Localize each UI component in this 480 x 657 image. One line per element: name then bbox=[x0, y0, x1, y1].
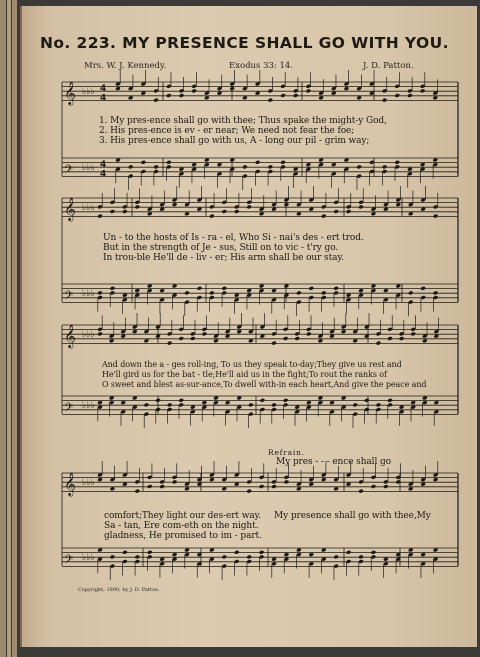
note-head bbox=[271, 341, 277, 346]
note-head bbox=[382, 98, 388, 103]
note-head bbox=[248, 402, 254, 407]
note-head bbox=[134, 489, 140, 494]
note-head bbox=[306, 331, 312, 336]
note-head bbox=[155, 398, 161, 403]
note-head bbox=[191, 88, 197, 93]
note-head bbox=[110, 209, 116, 214]
treble-clef-icon: 𝄞 bbox=[64, 80, 76, 105]
note-head bbox=[306, 88, 312, 93]
note-head bbox=[408, 290, 414, 295]
key-signature-icon: ♭♭♭ bbox=[82, 478, 95, 489]
note-head bbox=[147, 484, 153, 489]
note-head bbox=[246, 489, 252, 494]
key-signature-icon: ♭♭♭ bbox=[82, 203, 95, 214]
lyricist-credit: Mrs. W. J. Kennedy. bbox=[84, 61, 167, 71]
note-head bbox=[255, 160, 261, 165]
refrain-text: My pres - - - ence shall go bbox=[276, 457, 391, 467]
note-head bbox=[371, 550, 377, 555]
note-head bbox=[358, 204, 364, 209]
time-signature-denominator: 4 bbox=[100, 169, 107, 180]
lyrics-s4-verse3: gladness, He promised to im - part. bbox=[104, 531, 262, 541]
note-head bbox=[376, 341, 382, 346]
note-head bbox=[346, 550, 352, 555]
note-head bbox=[333, 554, 339, 559]
bass-clef-icon: 𝄢 bbox=[64, 401, 74, 418]
note-head bbox=[147, 550, 153, 555]
hymn-title: No. 223. MY PRESENCE SHALL GO WITH YOU. bbox=[40, 34, 449, 52]
note-head bbox=[190, 336, 196, 341]
scripture-reference: Exodus 33: 14. bbox=[229, 61, 293, 71]
lyrics-s2-verse2: But in the strength of Je - sus, Still on to vic - t'ry go. bbox=[103, 243, 339, 253]
bass-clef-icon: 𝄢 bbox=[64, 163, 74, 180]
note-head bbox=[97, 214, 103, 219]
note-head bbox=[356, 164, 362, 169]
note-head bbox=[371, 484, 377, 489]
note-head bbox=[141, 160, 147, 165]
note-head bbox=[242, 164, 248, 169]
note-head bbox=[283, 336, 289, 341]
note-head bbox=[153, 98, 159, 103]
lyrics-s1-verse1: 1. My pres-ence shall go with thee; Thus spake the might-y God, bbox=[99, 116, 387, 126]
note-head bbox=[234, 209, 240, 214]
note-head bbox=[110, 286, 116, 291]
lyrics-s4-verse2: Sa - tan, Ere com-eth on the night. bbox=[104, 521, 259, 531]
note-head bbox=[352, 402, 358, 407]
note-head bbox=[376, 402, 382, 407]
note-head bbox=[122, 209, 128, 214]
lyrics-s4-verse1: comfort;They light our des-ert way. bbox=[104, 511, 262, 521]
refrain-label: Refrain. bbox=[268, 448, 305, 457]
lyrics-s2-verse3: In trou-ble He'll de - liv - er; His arm shall be our stay. bbox=[103, 253, 344, 263]
note-head bbox=[172, 479, 178, 484]
note-head bbox=[97, 290, 103, 295]
note-head bbox=[128, 164, 134, 169]
note-head bbox=[221, 554, 227, 559]
note-head bbox=[221, 209, 227, 214]
time-signature-numerator: 4 bbox=[100, 84, 107, 95]
key-signature-icon: ♭♭♭ bbox=[82, 87, 95, 98]
key-signature-icon: ♭♭♭ bbox=[82, 330, 95, 341]
note-head bbox=[333, 209, 339, 214]
bass-clef-icon: 𝄢 bbox=[64, 289, 74, 306]
lyrics-s3-verse2: He'll gird us for the bat - tle;He'll aid us in the fight;To rout the ranks of bbox=[102, 370, 387, 379]
time-signature-denominator: 4 bbox=[100, 93, 107, 104]
note-head bbox=[267, 98, 273, 103]
note-head bbox=[209, 290, 215, 295]
note-head bbox=[209, 214, 215, 219]
treble-clef-icon: 𝄞 bbox=[64, 471, 76, 496]
note-head bbox=[280, 160, 286, 165]
note-head bbox=[122, 550, 128, 555]
note-head bbox=[184, 290, 190, 295]
note-head bbox=[271, 484, 277, 489]
note-head bbox=[134, 554, 140, 559]
lyrics-s3-verse1: And down the a - ges roll-ing, To us they speak to-day;They give us rest and bbox=[102, 360, 402, 369]
lyrics-s1-verse3: 3. His pres-ence shall go with us, A - long our pil - grim way; bbox=[99, 136, 370, 146]
note-head bbox=[153, 164, 159, 169]
lyrics-s3-verse3: O sweet and blest as-sur-ance,To dwell with-in each heart,And give the peace and bbox=[102, 380, 427, 389]
note-head bbox=[259, 484, 265, 489]
treble-clef-icon: 𝄞 bbox=[64, 196, 76, 221]
note-head bbox=[399, 336, 405, 341]
note-head bbox=[221, 286, 227, 291]
bass-clef-icon: 𝄢 bbox=[64, 553, 74, 570]
lyrics-s1-verse2: 2. His pres-ence is ev - er near; We need not fear the foe; bbox=[99, 126, 355, 136]
note-head bbox=[387, 336, 393, 341]
note-head bbox=[234, 550, 240, 555]
note-head bbox=[433, 214, 439, 219]
note-head bbox=[321, 214, 327, 219]
note-head bbox=[246, 554, 252, 559]
note-head bbox=[308, 286, 314, 291]
note-head bbox=[410, 331, 416, 336]
note-head bbox=[202, 331, 208, 336]
note-head bbox=[383, 484, 389, 489]
note-head bbox=[346, 209, 352, 214]
note-head bbox=[382, 164, 388, 169]
note-head bbox=[197, 286, 203, 291]
key-signature-icon: ♭♭♭ bbox=[82, 163, 95, 174]
note-head bbox=[358, 489, 364, 494]
note-head bbox=[394, 93, 400, 98]
lyrics-s2-verse1: Un - to the hosts of Is - ra - el, Who Si - nai's des - ert trod. bbox=[103, 233, 364, 243]
key-signature-icon: ♭♭♭ bbox=[82, 553, 95, 564]
note-head bbox=[260, 398, 266, 403]
note-head bbox=[167, 341, 173, 346]
note-head bbox=[321, 290, 327, 295]
note-head bbox=[358, 554, 364, 559]
note-head bbox=[280, 93, 286, 98]
note-head bbox=[407, 93, 413, 98]
note-head bbox=[159, 484, 165, 489]
note-head bbox=[333, 286, 339, 291]
chorus-text: My presence shall go with thee,My bbox=[274, 511, 431, 521]
treble-clef-icon: 𝄞 bbox=[64, 323, 76, 348]
note-head bbox=[178, 398, 184, 403]
note-head bbox=[246, 204, 252, 209]
note-head bbox=[364, 398, 370, 403]
note-head bbox=[144, 402, 150, 407]
note-head bbox=[394, 160, 400, 165]
note-head bbox=[179, 93, 185, 98]
copyright-notice: Copyright, 1899, by J. D. Patton. bbox=[78, 587, 160, 593]
composer-credit: J. D. Patton. bbox=[363, 61, 414, 71]
note-head bbox=[293, 93, 299, 98]
note-head bbox=[420, 286, 426, 291]
note-head bbox=[420, 88, 426, 93]
note-head bbox=[284, 479, 290, 484]
note-head bbox=[296, 290, 302, 295]
time-signature-numerator: 4 bbox=[100, 160, 107, 171]
key-signature-icon: ♭♭♭ bbox=[82, 289, 95, 300]
note-head bbox=[166, 93, 172, 98]
note-head bbox=[294, 336, 300, 341]
note-head bbox=[387, 398, 393, 403]
note-head bbox=[110, 554, 116, 559]
note-head bbox=[97, 331, 103, 336]
note-head bbox=[166, 160, 172, 165]
note-head bbox=[167, 402, 173, 407]
note-head bbox=[267, 164, 273, 169]
note-head bbox=[178, 336, 184, 341]
note-head bbox=[283, 398, 289, 403]
note-head bbox=[259, 550, 265, 555]
note-head bbox=[134, 204, 140, 209]
note-head bbox=[433, 290, 439, 295]
note-head bbox=[271, 402, 277, 407]
key-signature-icon: ♭♭♭ bbox=[82, 401, 95, 412]
